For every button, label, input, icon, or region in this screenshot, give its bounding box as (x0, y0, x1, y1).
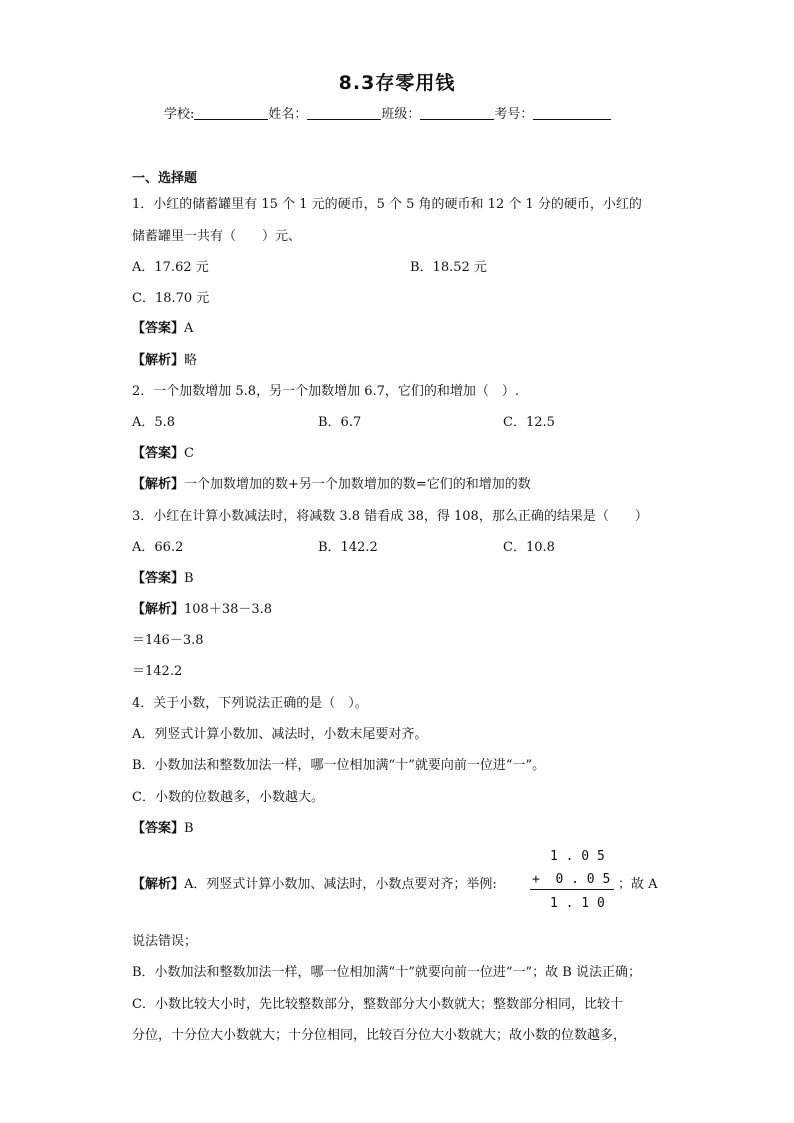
answer-label: 【答案】 (132, 446, 185, 461)
section-heading: 一、选择题 (132, 171, 198, 186)
answer-label: 【答案】 (132, 321, 185, 336)
q2-option-b: B．6.7 (318, 415, 362, 430)
page-title: 8.3存零用钱 (338, 72, 456, 94)
q2-option-c: C．12.5 (503, 415, 555, 430)
vertical-row-top: 1 . 0 5 (550, 849, 605, 864)
q4-stem: 4．关于小数，下列说法正确的是（ ）。 (132, 696, 368, 711)
q3-option-a: A．66.2 (132, 540, 184, 555)
answer-value: B (184, 821, 194, 836)
class-label: 班级： (381, 107, 421, 122)
q3-answer (132, 567, 194, 586)
q2-answer (132, 442, 194, 461)
exam-no-blank (533, 106, 611, 120)
answer-value: C (184, 446, 194, 461)
q4-answer (132, 817, 194, 836)
vertical-row-result: 1 . 1 0 (550, 896, 605, 911)
analysis-text: 一个加数增加的数+另一个加数增加的数=它们的和增加的数 (184, 477, 531, 492)
q1-analysis (132, 349, 197, 368)
vertical-sum-line (530, 889, 614, 890)
analysis-text: 略 (184, 353, 198, 368)
analysis-label: 【解析】 (132, 353, 185, 368)
answer-value: B (184, 571, 194, 586)
analysis-text: 108＋38－3.8 (184, 602, 273, 617)
q4-option-a: A．列竖式计算小数加、减法时，小数末尾要对齐。 (132, 727, 428, 742)
analysis-label: 【解析】 (132, 877, 185, 892)
q1-option-c: C．18.70 元 (132, 291, 210, 306)
q3-step1: ＝146－3.8 (132, 633, 204, 648)
q4-analysis-a-cont: 说法错误； (132, 934, 198, 949)
q3-option-b: B．142.2 (318, 540, 378, 555)
answer-label: 【答案】 (132, 821, 185, 836)
q3-option-c: C．10.8 (503, 540, 555, 555)
q1-answer (132, 317, 193, 336)
school-blank (194, 106, 268, 120)
q4-analysis-a-tail: ；故 A (618, 877, 658, 892)
q4-analysis-c2: 分位，十分位大小数就大；十分位相同，比较百分位大小数就大；故小数的位数越多， (132, 1028, 627, 1043)
q1-stem-line1: 1．小红的储蓄罐里有 15 个 1 元的硬币，5 个 5 角的硬币和 12 个 1 分的硬币，小红的 (132, 197, 642, 212)
student-info-line (164, 103, 611, 122)
q4-option-c: C．小数的位数越多，小数越大。 (132, 790, 324, 805)
vertical-row-addend: + 0 . 0 5 (532, 872, 611, 887)
q3-analysis (132, 598, 272, 617)
q1-stem-line2: 储蓄罐里一共有（ ）元、 (132, 229, 302, 244)
q3-stem: 3．小红在计算小数减法时，将减数 3.8 错看成 38，得 108，那么正确的结果是（ ） (132, 509, 648, 524)
q4-analysis-c1: C．小数比较大小时，先比较整数部分，整数部分大小数就大；整数部分相同，比较十 (132, 997, 623, 1012)
analysis-label: 【解析】 (132, 602, 185, 617)
answer-label: 【答案】 (132, 571, 185, 586)
school-label: 学校: (164, 107, 195, 122)
name-label: 姓名： (268, 107, 308, 122)
q3-step2: ＝142.2 (132, 664, 183, 679)
q4-analysis-a (132, 873, 497, 892)
analysis-label: 【解析】 (132, 477, 185, 492)
class-blank (420, 106, 494, 120)
answer-value: A (184, 321, 194, 336)
name-blank (307, 106, 381, 120)
q2-analysis (132, 473, 531, 492)
exam-no-label: 考号： (494, 107, 534, 122)
q1-option-b: B．18.52 元 (410, 260, 487, 275)
q4-option-b: B．小数加法和整数加法一样，哪一位相加满“十”就要向前一位进“一”。 (132, 758, 546, 773)
q2-stem: 2．一个加数增加 5.8，另一个加数增加 6.7，它们的和增加（ ）. (132, 384, 520, 399)
vertical-addition (526, 847, 616, 915)
analysis-text: A．列竖式计算小数加、减法时，小数点要对齐；举例: (184, 877, 497, 892)
q2-option-a: A．5.8 (132, 415, 176, 430)
q4-analysis-b: B．小数加法和整数加法一样，哪一位相加满“十”就要向前一位进“一”；故 B 说法正确； (132, 965, 641, 980)
q1-option-a: A．17.62 元 (132, 260, 209, 275)
